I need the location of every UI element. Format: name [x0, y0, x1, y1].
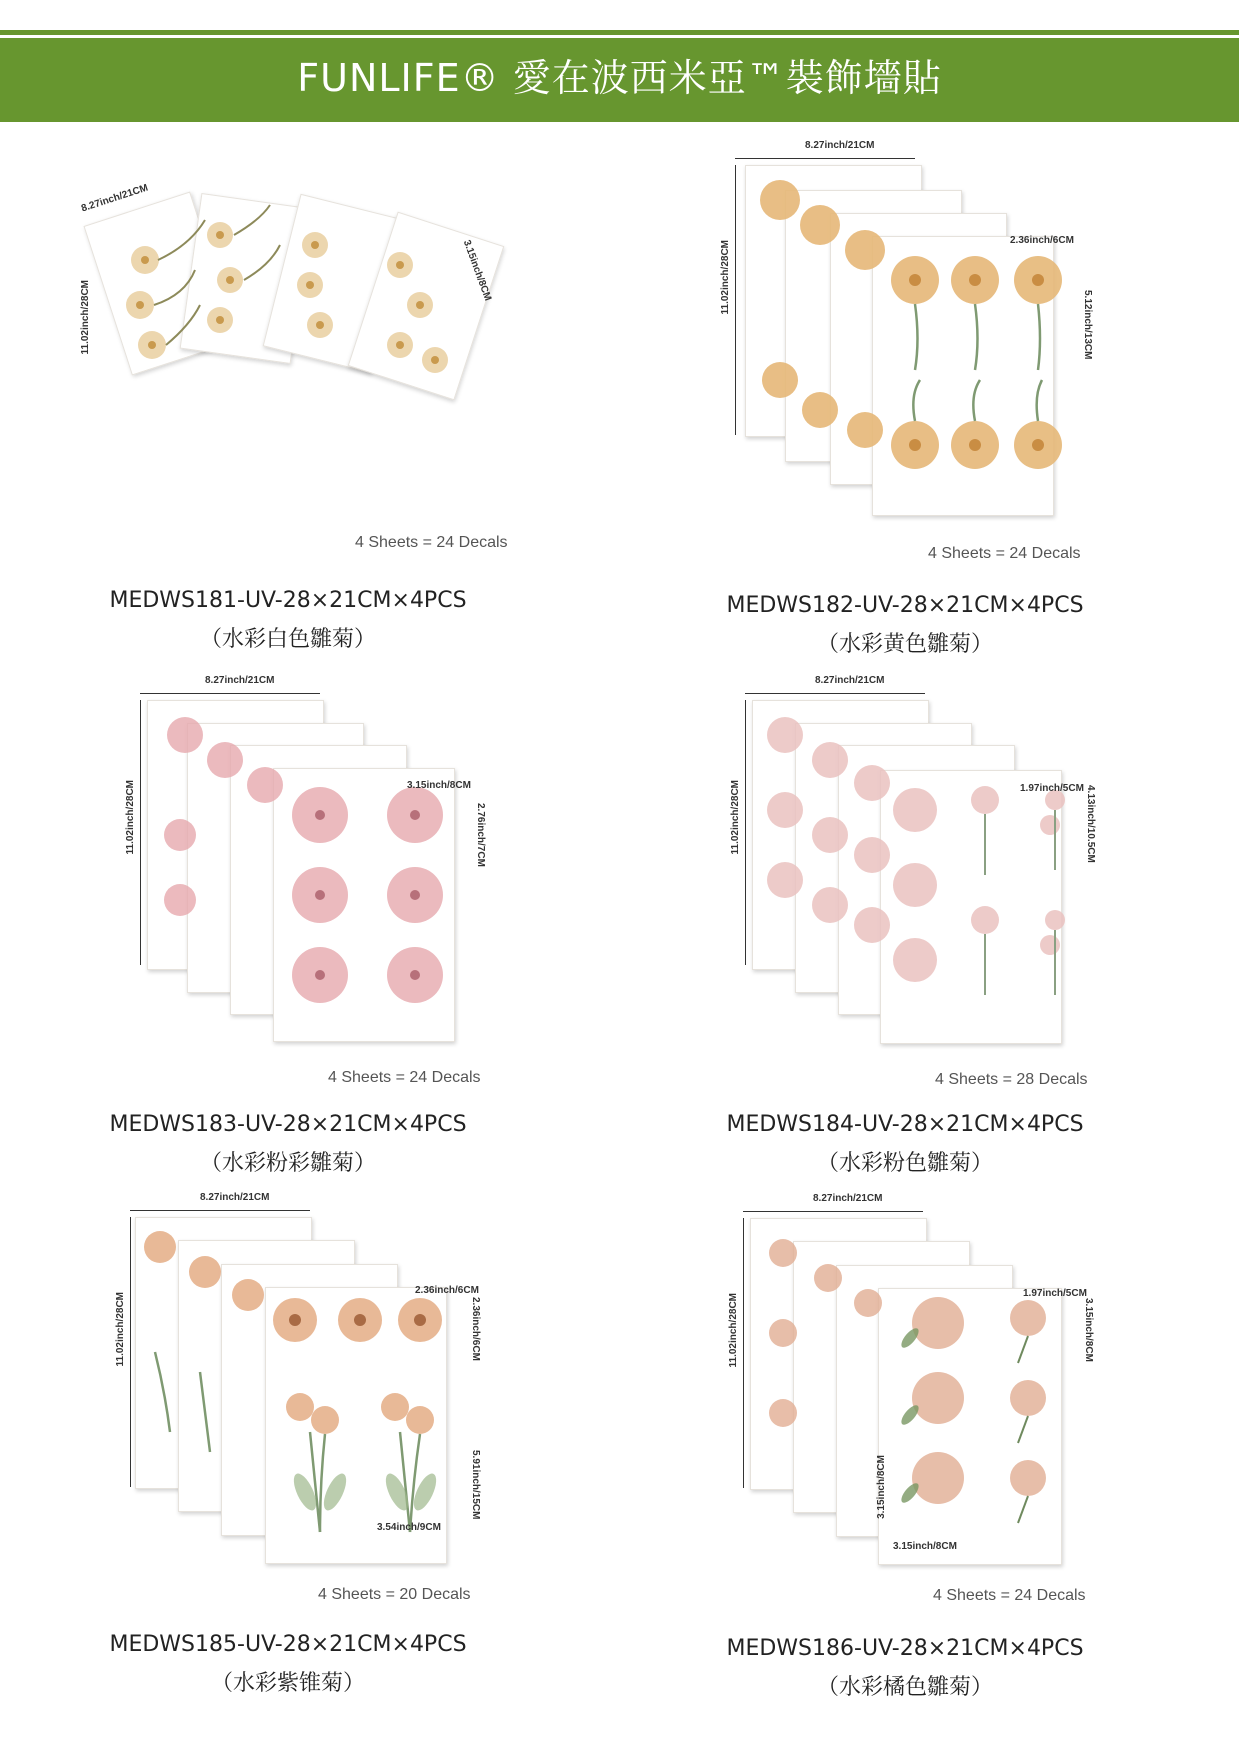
sheets-count: 4 Sheets = 24 Decals: [928, 545, 1081, 562]
dim-height-label: 11.02inch/28CM: [720, 240, 731, 315]
product-code: MEDWS186-UV-28×21CM×4PCS: [726, 1636, 1084, 1661]
flower-illustrations: [125, 675, 495, 1045]
dim-item-width-label: 3.15inch/8CM: [407, 780, 471, 791]
flower-illustrations: [730, 675, 1100, 1047]
dim-width-label: 8.27inch/21CM: [205, 675, 275, 686]
dim-height-label: 11.02inch/28CM: [125, 780, 136, 855]
dim-item-height-2-label: 3.15inch/8CM: [876, 1455, 887, 1519]
dim-width-label: 8.27inch/21CM: [813, 1193, 883, 1204]
product-code: MEDWS183-UV-28×21CM×4PCS: [109, 1112, 467, 1137]
dim-height-label: 11.02inch/28CM: [730, 780, 741, 855]
dim-item-height-label: 5.12inch/13CM: [1082, 290, 1093, 360]
product-name: （水彩紫锥菊）: [210, 1671, 365, 1696]
sheets-count: 4 Sheets = 20 Decals: [318, 1586, 471, 1603]
header-banner: [0, 35, 1239, 118]
dim-item-height-label: 4.13inch/10.5CM: [1085, 785, 1096, 863]
product-name: （水彩黄色雛菊）: [816, 632, 993, 657]
header-rule-bottom: [0, 119, 1239, 122]
daisy-illustrations: [720, 140, 1100, 520]
dim-item-width-label: 1.97inch/5CM: [1023, 1288, 1087, 1299]
dim-width-label: 8.27inch/21CM: [805, 140, 875, 151]
product-name: （水彩粉彩雛菊）: [199, 1151, 376, 1176]
dim-height-label: 11.02inch/28CM: [115, 1292, 126, 1367]
product-image-185: [115, 1192, 485, 1567]
coneflower-illustrations: [115, 1192, 485, 1567]
dim-item-width-label: 2.36inch/6CM: [415, 1285, 479, 1296]
dim-height-label: 11.02inch/28CM: [80, 280, 91, 355]
page-title: FUNLIFE® 愛在波西米亞™裝飾墻貼: [297, 56, 942, 100]
product-image-184: [730, 675, 1100, 1047]
dim-width-label: 8.27inch/21CM: [200, 1192, 270, 1203]
dim-item-height-label: 3.15inch/8CM: [1083, 1298, 1094, 1362]
dim-item-height-2-label: 5.91inch/15CM: [470, 1450, 481, 1520]
dim-height-label: 11.02inch/28CM: [728, 1293, 739, 1368]
sheets-count: 4 Sheets = 24 Decals: [328, 1069, 481, 1086]
header-rule-top: [0, 30, 1239, 33]
product-image-182: [720, 140, 1100, 520]
product-image-186: [728, 1193, 1103, 1568]
product-code: MEDWS184-UV-28×21CM×4PCS: [726, 1112, 1084, 1137]
dim-width-label: 8.27inch/21CM: [815, 675, 885, 686]
dim-item-height-label: 2.76inch/7CM: [475, 803, 486, 867]
product-name: （水彩粉色雛菊）: [816, 1151, 993, 1176]
dim-item-width-2-label: 3.15inch/8CM: [893, 1541, 957, 1552]
lily-illustrations: [728, 1193, 1103, 1568]
sheets-count: 4 Sheets = 24 Decals: [355, 534, 508, 551]
product-code: MEDWS181-UV-28×21CM×4PCS: [109, 588, 467, 613]
dim-item-height-label: 2.36inch/6CM: [470, 1297, 481, 1361]
product-code: MEDWS182-UV-28×21CM×4PCS: [726, 593, 1084, 618]
dim-item-width-label: 3.15inch/8CM: [460, 238, 494, 303]
daisy-illustrations: [70, 182, 510, 465]
product-name: （水彩橘色雛菊）: [816, 1675, 993, 1700]
product-name: （水彩白色雛菊）: [199, 627, 376, 652]
dim-item-width-label: 1.97inch/5CM: [1020, 783, 1084, 794]
product-image-183: [125, 675, 495, 1045]
sheets-count: 4 Sheets = 24 Decals: [933, 1587, 1086, 1604]
dim-item-width-2-label: 3.54inch/9CM: [377, 1522, 441, 1533]
product-image-181: [70, 182, 510, 465]
sheets-count: 4 Sheets = 28 Decals: [935, 1071, 1088, 1088]
dim-width-label: 8.27inch/21CM: [80, 182, 150, 215]
dim-item-width-label: 2.36inch/6CM: [1010, 235, 1074, 246]
product-code: MEDWS185-UV-28×21CM×4PCS: [109, 1632, 467, 1657]
